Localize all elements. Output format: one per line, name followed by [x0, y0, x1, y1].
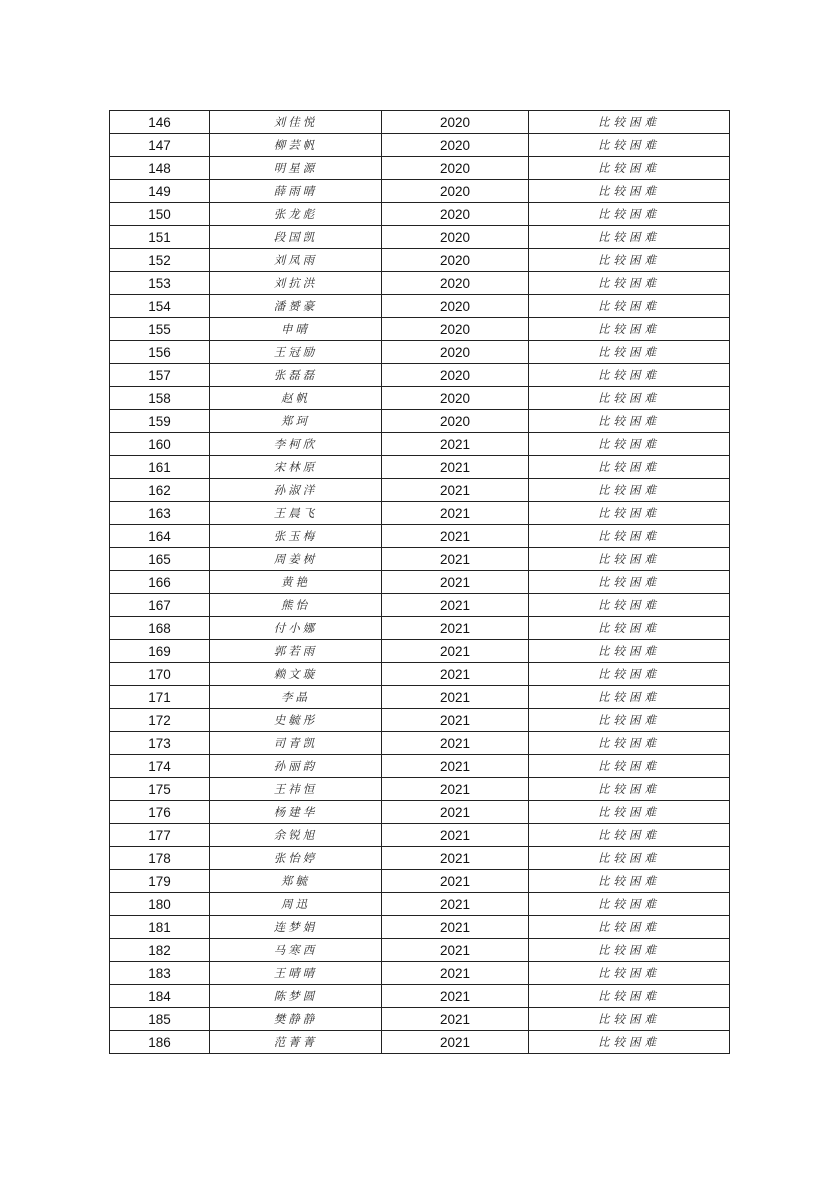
difficulty-status: 比较困难	[529, 525, 730, 548]
row-number: 156	[110, 341, 210, 364]
student-name: 段国凯	[210, 226, 382, 249]
row-number: 153	[110, 272, 210, 295]
row-number: 172	[110, 709, 210, 732]
table-row	[110, 548, 730, 571]
row-number: 184	[110, 985, 210, 1008]
difficulty-status: 比较困难	[529, 939, 730, 962]
student-name: 王晨飞	[210, 502, 382, 525]
difficulty-status: 比较困难	[529, 1031, 730, 1054]
difficulty-status: 比较困难	[529, 709, 730, 732]
difficulty-status: 比较困难	[529, 479, 730, 502]
student-name: 陈梦圆	[210, 985, 382, 1008]
student-name: 郑珂	[210, 410, 382, 433]
enrollment-year: 2020	[382, 341, 529, 364]
difficulty-status: 比较困难	[529, 180, 730, 203]
enrollment-year: 2020	[382, 111, 529, 134]
enrollment-year: 2021	[382, 801, 529, 824]
difficulty-status: 比较困难	[529, 272, 730, 295]
enrollment-year: 2021	[382, 709, 529, 732]
difficulty-status: 比较困难	[529, 801, 730, 824]
student-name: 杨建华	[210, 801, 382, 824]
row-number: 165	[110, 548, 210, 571]
difficulty-status: 比较困难	[529, 502, 730, 525]
row-number: 174	[110, 755, 210, 778]
difficulty-status: 比较困难	[529, 893, 730, 916]
difficulty-status: 比较困难	[529, 548, 730, 571]
student-name: 刘凤雨	[210, 249, 382, 272]
enrollment-year: 2020	[382, 157, 529, 180]
difficulty-status: 比较困难	[529, 824, 730, 847]
table-row	[110, 709, 730, 732]
student-name: 申晴	[210, 318, 382, 341]
row-number: 146	[110, 111, 210, 134]
difficulty-status: 比较困难	[529, 341, 730, 364]
table-row	[110, 870, 730, 893]
table-row	[110, 594, 730, 617]
enrollment-year: 2021	[382, 663, 529, 686]
table-row	[110, 571, 730, 594]
student-name: 潘赟豪	[210, 295, 382, 318]
enrollment-year: 2020	[382, 318, 529, 341]
student-name: 王祎恒	[210, 778, 382, 801]
enrollment-year: 2021	[382, 778, 529, 801]
student-name: 柳芸帆	[210, 134, 382, 157]
difficulty-status: 比较困难	[529, 663, 730, 686]
row-number: 186	[110, 1031, 210, 1054]
table-row	[110, 295, 730, 318]
student-name: 范菁菁	[210, 1031, 382, 1054]
table-row	[110, 847, 730, 870]
difficulty-status: 比较困难	[529, 157, 730, 180]
table-row	[110, 387, 730, 410]
difficulty-status: 比较困难	[529, 962, 730, 985]
enrollment-year: 2021	[382, 571, 529, 594]
table-row	[110, 732, 730, 755]
table-row	[110, 111, 730, 134]
difficulty-status: 比较困难	[529, 364, 730, 387]
row-number: 161	[110, 456, 210, 479]
row-number: 176	[110, 801, 210, 824]
student-name: 刘佳悦	[210, 111, 382, 134]
row-number: 158	[110, 387, 210, 410]
table-row	[110, 985, 730, 1008]
enrollment-year: 2021	[382, 1008, 529, 1031]
table-row	[110, 778, 730, 801]
difficulty-status: 比较困难	[529, 226, 730, 249]
student-name: 薛雨晴	[210, 180, 382, 203]
row-number: 169	[110, 640, 210, 663]
row-number: 181	[110, 916, 210, 939]
enrollment-year: 2020	[382, 203, 529, 226]
enrollment-year: 2020	[382, 364, 529, 387]
enrollment-year: 2021	[382, 456, 529, 479]
row-number: 179	[110, 870, 210, 893]
table-row	[110, 502, 730, 525]
enrollment-year: 2021	[382, 732, 529, 755]
enrollment-year: 2020	[382, 272, 529, 295]
difficulty-status: 比较困难	[529, 134, 730, 157]
difficulty-status: 比较困难	[529, 755, 730, 778]
row-number: 150	[110, 203, 210, 226]
difficulty-status: 比较困难	[529, 847, 730, 870]
table-row	[110, 755, 730, 778]
enrollment-year: 2020	[382, 295, 529, 318]
difficulty-status: 比较困难	[529, 778, 730, 801]
row-number: 160	[110, 433, 210, 456]
student-name: 余锐旭	[210, 824, 382, 847]
student-name: 赵帆	[210, 387, 382, 410]
row-number: 182	[110, 939, 210, 962]
table-row	[110, 410, 730, 433]
enrollment-year: 2021	[382, 847, 529, 870]
enrollment-year: 2021	[382, 870, 529, 893]
row-number: 175	[110, 778, 210, 801]
table-row	[110, 617, 730, 640]
enrollment-year: 2021	[382, 433, 529, 456]
difficulty-status: 比较困难	[529, 387, 730, 410]
row-number: 151	[110, 226, 210, 249]
table-row	[110, 226, 730, 249]
table-row	[110, 525, 730, 548]
enrollment-year: 2021	[382, 985, 529, 1008]
enrollment-year: 2021	[382, 525, 529, 548]
difficulty-status: 比较困难	[529, 985, 730, 1008]
enrollment-year: 2020	[382, 249, 529, 272]
table-row	[110, 916, 730, 939]
table-row	[110, 272, 730, 295]
difficulty-status: 比较困难	[529, 571, 730, 594]
difficulty-status: 比较困难	[529, 410, 730, 433]
roster-body	[110, 111, 730, 1054]
difficulty-status: 比较困难	[529, 617, 730, 640]
row-number: 183	[110, 962, 210, 985]
student-name: 张磊磊	[210, 364, 382, 387]
row-number: 170	[110, 663, 210, 686]
row-number: 148	[110, 157, 210, 180]
student-name: 周姜树	[210, 548, 382, 571]
table-row	[110, 686, 730, 709]
student-name: 刘抗洪	[210, 272, 382, 295]
enrollment-year: 2021	[382, 479, 529, 502]
table-row	[110, 318, 730, 341]
enrollment-year: 2020	[382, 226, 529, 249]
student-name: 郑毓	[210, 870, 382, 893]
row-number: 173	[110, 732, 210, 755]
difficulty-status: 比较困难	[529, 456, 730, 479]
enrollment-year: 2021	[382, 594, 529, 617]
table-row	[110, 364, 730, 387]
enrollment-year: 2021	[382, 617, 529, 640]
enrollment-year: 2021	[382, 824, 529, 847]
student-name: 王冠励	[210, 341, 382, 364]
table-row	[110, 663, 730, 686]
enrollment-year: 2021	[382, 916, 529, 939]
table-row	[110, 456, 730, 479]
difficulty-status: 比较困难	[529, 640, 730, 663]
enrollment-year: 2021	[382, 755, 529, 778]
student-roster-table	[109, 110, 730, 1054]
row-number: 149	[110, 180, 210, 203]
table-row	[110, 180, 730, 203]
table-row	[110, 134, 730, 157]
difficulty-status: 比较困难	[529, 433, 730, 456]
student-name: 樊静静	[210, 1008, 382, 1031]
difficulty-status: 比较困难	[529, 203, 730, 226]
enrollment-year: 2020	[382, 410, 529, 433]
table-row	[110, 203, 730, 226]
student-name: 李柯欣	[210, 433, 382, 456]
enrollment-year: 2020	[382, 180, 529, 203]
student-name: 宋林原	[210, 456, 382, 479]
difficulty-status: 比较困难	[529, 1008, 730, 1031]
row-number: 154	[110, 295, 210, 318]
row-number: 167	[110, 594, 210, 617]
enrollment-year: 2021	[382, 939, 529, 962]
table-row	[110, 157, 730, 180]
student-name: 史毓彤	[210, 709, 382, 732]
student-name: 赖文璇	[210, 663, 382, 686]
student-name: 熊怡	[210, 594, 382, 617]
enrollment-year: 2021	[382, 548, 529, 571]
row-number: 180	[110, 893, 210, 916]
table-row	[110, 341, 730, 364]
enrollment-year: 2021	[382, 962, 529, 985]
row-number: 147	[110, 134, 210, 157]
row-number: 157	[110, 364, 210, 387]
difficulty-status: 比较困难	[529, 318, 730, 341]
student-name: 郭若雨	[210, 640, 382, 663]
student-name: 付小娜	[210, 617, 382, 640]
enrollment-year: 2021	[382, 686, 529, 709]
student-name: 孙丽韵	[210, 755, 382, 778]
student-name: 孙淑洋	[210, 479, 382, 502]
difficulty-status: 比较困难	[529, 594, 730, 617]
row-number: 164	[110, 525, 210, 548]
row-number: 171	[110, 686, 210, 709]
row-number: 159	[110, 410, 210, 433]
table-row	[110, 801, 730, 824]
student-name: 马寒西	[210, 939, 382, 962]
difficulty-status: 比较困难	[529, 249, 730, 272]
row-number: 178	[110, 847, 210, 870]
student-name: 张玉梅	[210, 525, 382, 548]
difficulty-status: 比较困难	[529, 295, 730, 318]
table-row	[110, 249, 730, 272]
row-number: 185	[110, 1008, 210, 1031]
enrollment-year: 2021	[382, 1031, 529, 1054]
student-name: 张龙彪	[210, 203, 382, 226]
row-number: 163	[110, 502, 210, 525]
table-row	[110, 433, 730, 456]
row-number: 155	[110, 318, 210, 341]
difficulty-status: 比较困难	[529, 916, 730, 939]
enrollment-year: 2020	[382, 134, 529, 157]
student-name: 司青凯	[210, 732, 382, 755]
table-row	[110, 1031, 730, 1054]
table-row	[110, 1008, 730, 1031]
difficulty-status: 比较困难	[529, 870, 730, 893]
student-name: 周迅	[210, 893, 382, 916]
table-row	[110, 640, 730, 663]
row-number: 152	[110, 249, 210, 272]
table-row	[110, 962, 730, 985]
student-name: 王晴晴	[210, 962, 382, 985]
enrollment-year: 2020	[382, 387, 529, 410]
difficulty-status: 比较困难	[529, 111, 730, 134]
difficulty-status: 比较困难	[529, 686, 730, 709]
enrollment-year: 2021	[382, 893, 529, 916]
enrollment-year: 2021	[382, 640, 529, 663]
row-number: 177	[110, 824, 210, 847]
table-row	[110, 939, 730, 962]
student-name: 连梦娟	[210, 916, 382, 939]
row-number: 166	[110, 571, 210, 594]
student-name: 黄艳	[210, 571, 382, 594]
table-row	[110, 893, 730, 916]
student-name: 李晶	[210, 686, 382, 709]
row-number: 168	[110, 617, 210, 640]
table-row	[110, 824, 730, 847]
student-name: 张怡婷	[210, 847, 382, 870]
student-name: 明星源	[210, 157, 382, 180]
table-row	[110, 479, 730, 502]
difficulty-status: 比较困难	[529, 732, 730, 755]
enrollment-year: 2021	[382, 502, 529, 525]
row-number: 162	[110, 479, 210, 502]
